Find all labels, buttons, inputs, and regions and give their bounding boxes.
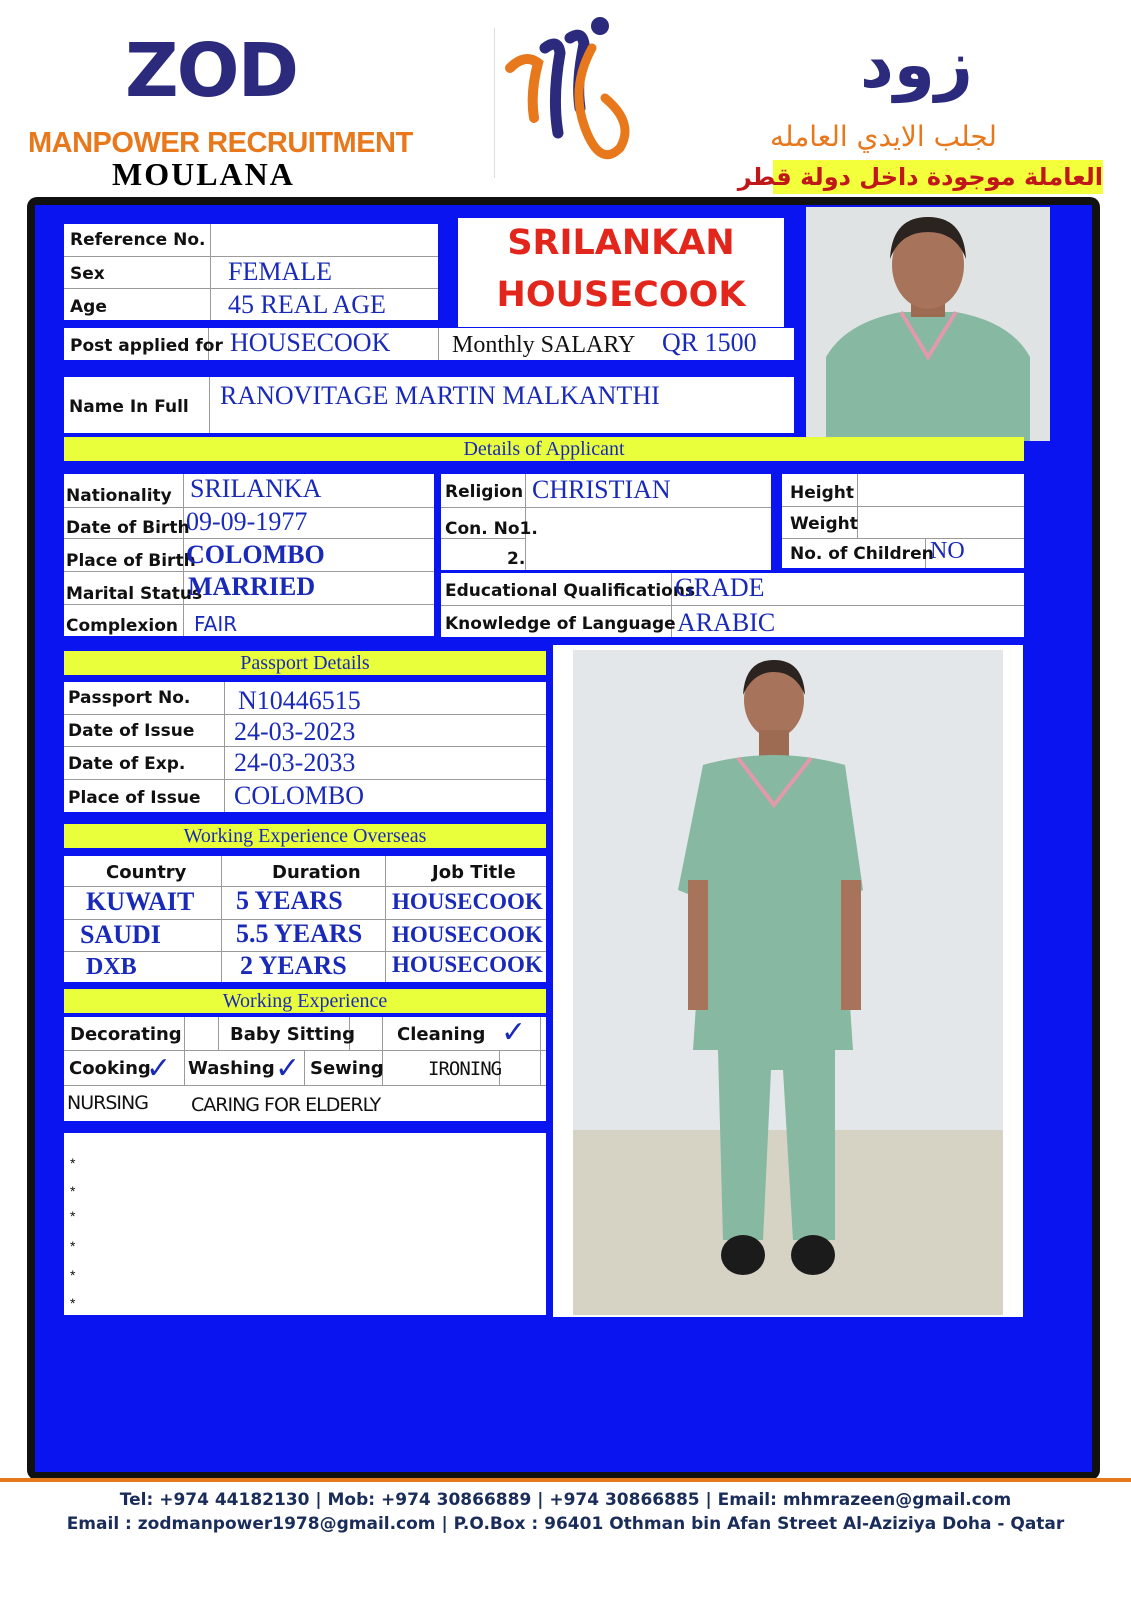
skill-nursing: NURSING	[67, 1092, 148, 1114]
check-cleaning-icon: ✓	[501, 1015, 527, 1050]
applicant-portrait	[806, 207, 1050, 441]
skill-ironing: IRONING	[428, 1058, 502, 1080]
brand-branch: MOULANA	[112, 156, 295, 192]
experience-band: Working Experience	[64, 989, 546, 1013]
overseas-row-1-duration: 5 YEARS	[236, 886, 343, 915]
check-washing-icon: ✓	[275, 1051, 301, 1086]
overseas-row-2-country: SAUDI	[80, 920, 161, 949]
language-label: Knowledge of Language	[445, 614, 676, 634]
skill-cooking: Cooking	[69, 1058, 151, 1079]
nationality-value: SRILANKA	[190, 474, 322, 503]
issue-value: 24-03-2023	[234, 717, 356, 746]
footer-divider	[0, 1478, 1131, 1482]
overseas-row-3-duration: 2 YEARS	[240, 951, 347, 980]
complexion-label: Complexion	[66, 616, 178, 636]
skill-caring-elderly: CARING FOR ELDERLY	[191, 1094, 381, 1116]
details-band: Details of Applicant	[64, 437, 1024, 461]
exp-label: Date of Exp.	[68, 754, 186, 774]
passport-no-label: Passport No.	[68, 688, 191, 708]
note-bullet-1: *	[70, 1155, 76, 1171]
marital-value: MARRIED	[188, 572, 316, 601]
skill-cleaning: Cleaning	[397, 1024, 486, 1045]
skill-baby-sitting: Baby Sitting	[230, 1024, 355, 1045]
applicant-full-photo	[573, 650, 1003, 1315]
children-value: NO	[930, 538, 965, 564]
brand-logo: ZOD	[125, 28, 297, 114]
education-box	[441, 573, 1024, 637]
age-value: 45 REAL AGE	[228, 290, 386, 319]
place-issue-value: COLOMBO	[234, 781, 365, 810]
overseas-row-2-duration: 5.5 YEARS	[236, 919, 363, 948]
details-middle	[441, 474, 771, 570]
note-bullet-2: *	[70, 1183, 76, 1199]
con1-label: Con. No1.	[445, 519, 538, 539]
con2-label: 2.	[507, 549, 526, 569]
overseas-row-1-country: KUWAIT	[86, 887, 195, 916]
brand-subtitle: MANPOWER RECRUITMENT	[28, 127, 413, 159]
footer-contact-line1: Tel: +974 44182130 | Mob: +974 30866889 | +974 30866885 | Email: mhmrazeen@gmail.com	[119, 1490, 1012, 1510]
religion-value: CHRISTIAN	[532, 475, 671, 504]
issue-label: Date of Issue	[68, 721, 195, 741]
footer-contact-line2: Email : zodmanpower1978@gmail.com | P.O.Box : 96401 Othman bin Afan Street Al-Aziziya Doha - Qatar	[66, 1514, 1065, 1534]
header-job-title: Job Title	[432, 862, 516, 883]
dob-value: 09-09-1977	[186, 507, 308, 536]
exp-value: 24-03-2033	[234, 748, 356, 777]
check-cooking-icon: ✓	[146, 1051, 172, 1086]
passport-no-value: N10446515	[238, 686, 361, 715]
dob-label: Date of Birth	[66, 518, 190, 538]
post-value: HOUSECOOK	[230, 328, 391, 357]
experience-box	[64, 1017, 546, 1121]
pob-label: Place of Birth	[66, 551, 196, 571]
skill-decorating: Decorating	[70, 1024, 182, 1045]
brand-emblem-icon	[500, 8, 635, 178]
age-label: Age	[70, 297, 107, 317]
details-left	[64, 474, 434, 636]
salary-label: Monthly SALARY	[452, 332, 636, 358]
skill-sewing: Sewing	[310, 1058, 384, 1079]
language-value: ARABIC	[677, 608, 776, 637]
passport-box	[64, 682, 546, 812]
notes-box	[64, 1133, 546, 1315]
post-label: Post applied for	[70, 336, 223, 356]
name-label: Name In Full	[69, 397, 189, 417]
note-bullet-6: *	[70, 1295, 76, 1311]
skill-washing: Washing	[188, 1058, 275, 1079]
title-line1: SRILANKAN	[507, 223, 735, 263]
nationality-label: Nationality	[66, 486, 172, 506]
header-country: Country	[106, 862, 187, 883]
reference-label: Reference No.	[70, 230, 206, 250]
post-row	[64, 328, 794, 360]
note-bullet-4: *	[70, 1238, 76, 1254]
complexion-value: FAIR	[194, 612, 238, 636]
title-line2: HOUSECOOK	[496, 275, 746, 315]
top-info-box	[64, 224, 438, 320]
details-right	[782, 474, 1024, 568]
header-divider	[494, 28, 495, 178]
marital-label: Marital Status	[66, 584, 203, 604]
note-bullet-5: *	[70, 1267, 76, 1283]
header-duration: Duration	[272, 862, 361, 883]
arabic-tagline: لجلب الايدي العامله	[770, 120, 997, 153]
salary-value: QR 1500	[662, 328, 757, 357]
name-value: RANOVITAGE MARTIN MALKANTHI	[220, 381, 660, 410]
height-label: Height	[790, 483, 854, 503]
overseas-row-2-job: HOUSECOOK	[392, 922, 543, 947]
sex-label: Sex	[70, 264, 105, 284]
title-box	[458, 218, 784, 327]
education-value: GRADE	[675, 573, 765, 602]
overseas-table	[64, 856, 546, 982]
place-issue-label: Place of Issue	[68, 788, 201, 808]
passport-band: Passport Details	[64, 651, 546, 675]
arabic-brand: زود	[860, 26, 973, 103]
overseas-row-1-job: HOUSECOOK	[392, 889, 543, 914]
overseas-row-3-country: DXB	[86, 954, 137, 980]
weight-label: Weight	[790, 514, 858, 534]
sex-value: FEMALE	[228, 257, 332, 286]
overseas-band: Working Experience Overseas	[64, 824, 546, 848]
education-label: Educational Qualifications	[445, 581, 696, 601]
religion-label: Religion	[445, 482, 524, 502]
name-row	[64, 377, 794, 433]
pob-value: COLOMBO	[186, 540, 325, 569]
children-label: No. of Children	[790, 544, 934, 564]
full-photo-frame	[553, 645, 1023, 1317]
overseas-row-3-job: HOUSECOOK	[392, 952, 543, 977]
arabic-notice: العاملة موجودة داخل دولة قطر	[773, 160, 1103, 194]
note-bullet-3: *	[70, 1208, 76, 1224]
